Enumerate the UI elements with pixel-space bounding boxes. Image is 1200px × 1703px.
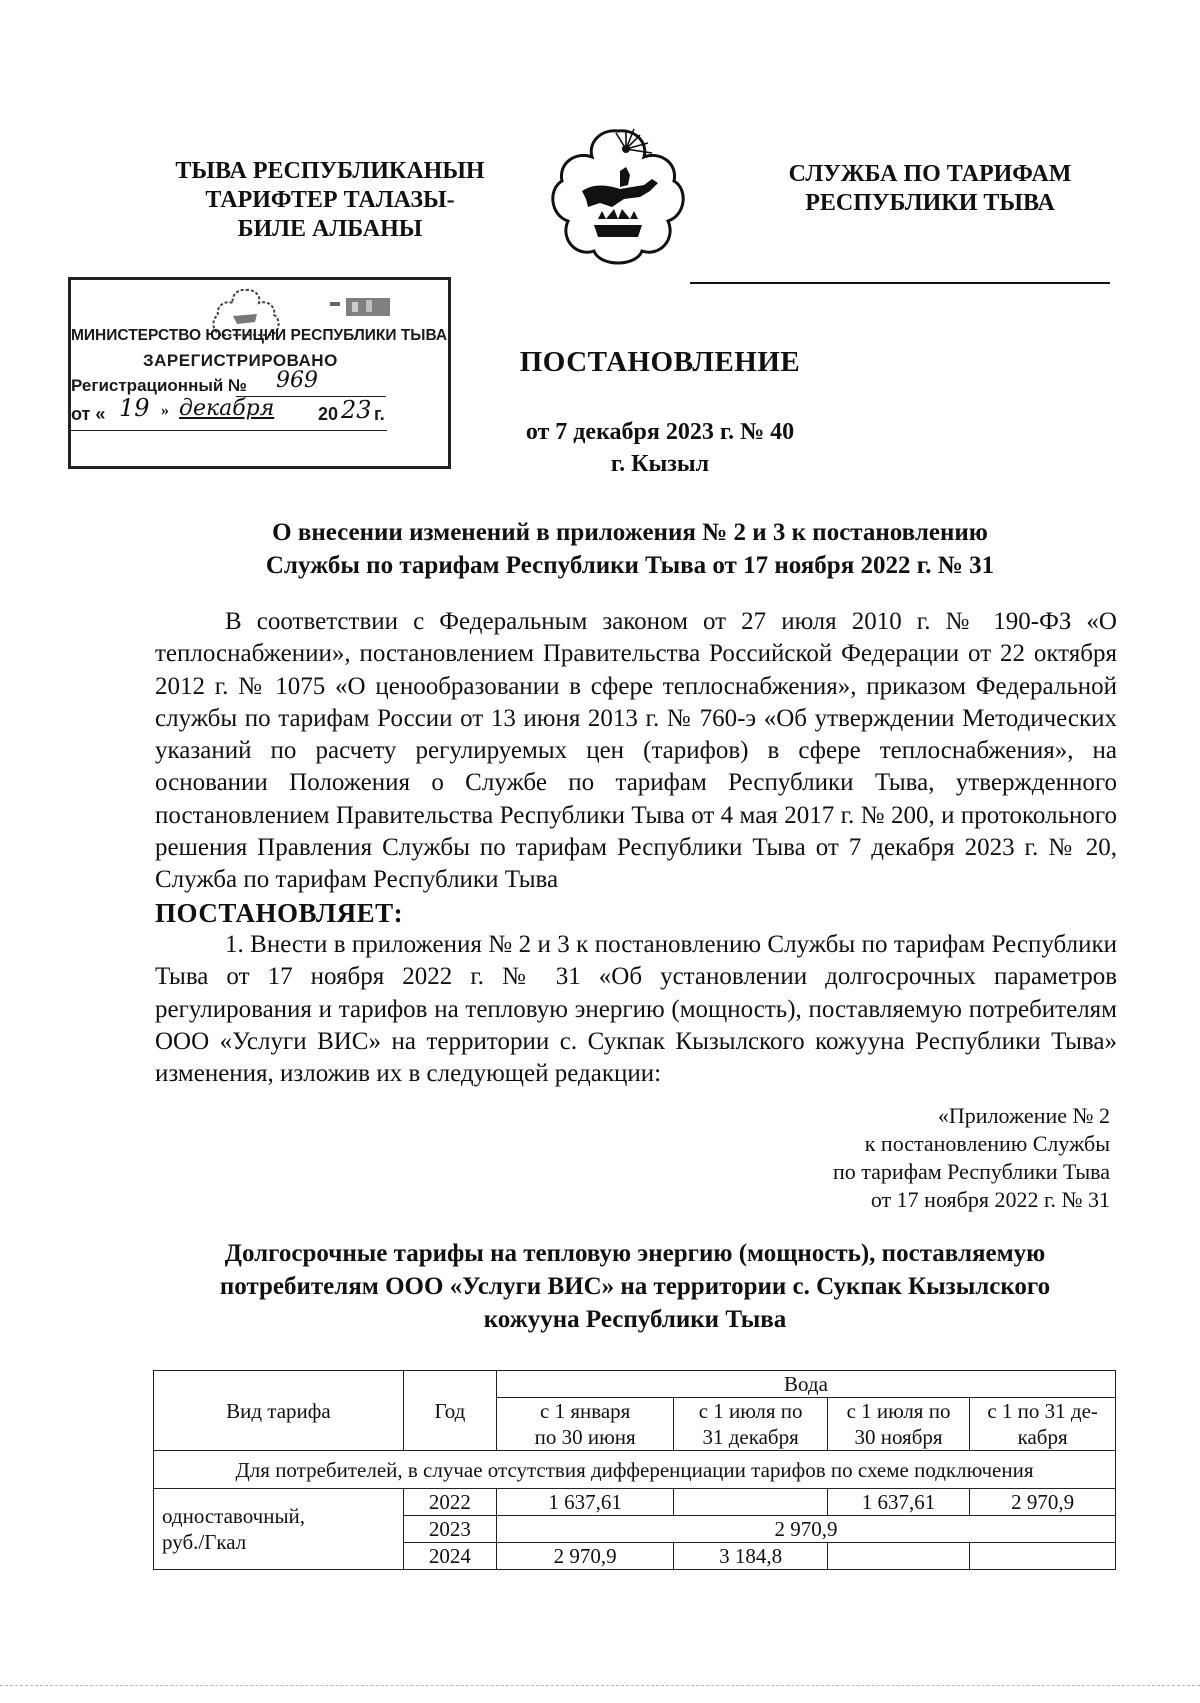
tariff-name-cell xyxy=(154,1489,404,1570)
document-type: ПОСТАНОВЛЕНИЕ xyxy=(519,346,801,378)
value-cell xyxy=(674,1489,827,1516)
period-3 xyxy=(827,1398,969,1451)
stamp-date-underline xyxy=(71,430,387,431)
value-cell: 3 184,8 xyxy=(674,1543,827,1570)
year-cell: 2024 xyxy=(403,1543,496,1570)
period-1-line-1: с 1 января xyxy=(540,1399,631,1423)
stamp-smudge-icon xyxy=(326,294,396,322)
appendix-line-2: к постановлению Службы xyxy=(864,1131,1110,1156)
table-title xyxy=(150,1237,1120,1336)
period-1 xyxy=(496,1398,673,1451)
stamp-day: 19 xyxy=(119,394,150,422)
col-header-year: Год xyxy=(403,1371,496,1451)
registration-stamp xyxy=(68,277,451,469)
table-title-line-2: потребителям ООО «Услуги ВИС» на территории с. Сукпак Кызылского xyxy=(219,1273,1051,1300)
table-title-line-1: Долгосрочные тарифы на тепловую энергию (мощность), поставляемую xyxy=(224,1240,1046,1267)
stamp-date-prefix: от « xyxy=(71,404,106,424)
stamp-reg-label: Регистрационный № xyxy=(71,376,247,395)
stamp-registered: ЗАРЕГИСТРИРОВАНО xyxy=(143,351,338,370)
period-3-line-1: с 1 июля по xyxy=(846,1399,951,1423)
tariff-name-line-1: одноставочный, xyxy=(162,1504,306,1528)
appendix-header xyxy=(710,1102,1110,1214)
stamp-year-end: г. xyxy=(374,404,385,424)
period-4 xyxy=(970,1398,1116,1451)
col-header-water: Вода xyxy=(496,1371,1115,1398)
appendix-line-3: по тарифам Республики Тыва xyxy=(833,1159,1110,1184)
tariff-table xyxy=(153,1370,1116,1570)
year-cell: 2023 xyxy=(403,1516,496,1543)
period-2-line-1: с 1 июля по xyxy=(698,1399,803,1423)
header-left-line-2: ТАРИФТЕР ТАЛАЗЫ- xyxy=(205,187,455,213)
value-cell: 2 970,9 xyxy=(970,1489,1116,1516)
header-left-line-3: БИЛЕ АЛБАНЫ xyxy=(237,216,423,242)
period-1-line-2: по 30 июня xyxy=(534,1425,636,1449)
stamp-quote-close: » xyxy=(161,402,169,419)
tariff-name-line-2: руб./Гкал xyxy=(162,1530,247,1554)
decree-word: ПОСТАНОВЛЯЕТ: xyxy=(155,897,404,928)
col-header-tariff: Вид тарифа xyxy=(154,1371,404,1451)
table-title-line-3: кожууна Республики Тыва xyxy=(483,1306,787,1333)
stamp-month: декабря xyxy=(179,396,275,421)
value-cell xyxy=(827,1543,969,1570)
table-row xyxy=(154,1489,1116,1516)
appendix-line-4: от 17 ноября 2022 г. № 31 xyxy=(870,1187,1110,1212)
period-2-line-2: 31 декабря xyxy=(702,1425,799,1449)
document-subject xyxy=(110,516,1150,582)
header-left-line-1: ТЫВА РЕСПУБЛИКАНЫН xyxy=(175,158,485,184)
period-3-line-2: 30 ноября xyxy=(854,1425,943,1449)
header-right-line-2: РЕСПУБЛИКИ ТЫВА xyxy=(805,190,1055,216)
emblem-icon xyxy=(548,123,688,273)
value-cell: 1 637,61 xyxy=(496,1489,673,1516)
section-label: Для потребителей, в случае отсутствия дифференциации тарифов по схеме подключения xyxy=(154,1451,1116,1489)
value-cell xyxy=(970,1543,1116,1570)
document-date: от 7 декабря 2023 г. № 40 xyxy=(525,419,795,445)
subject-line-2: Службы по тарифам Республики Тыва от 17 ноября 2022 г. № 31 xyxy=(265,552,995,579)
header-right-org xyxy=(770,160,1090,218)
page-bottom-line xyxy=(0,1685,1200,1686)
document-city: г. Кызыл xyxy=(610,451,710,477)
value-cell: 2 970,9 xyxy=(496,1543,673,1570)
preamble-paragraph: В соответствии с Федеральным законом от 27 июля 2010 г. № 190-ФЗ «О теплоснабжении», постановлением Правительства Российской Федерации от 22 октября 2012 г. № 1075 «О ценообразовании в сфере теплоснабжения», приказом Федеральной службы по тарифам России от 13 июня 2013 г. № 760-э «Об утверждении Методических указаний по расчету регулируемых цен (тарифов) в сфере теплоснабжения», на основании Положения о Службе по тарифам Республики Тыва, утвержденного постановлением Правительства Республики Тыва от 4 мая 2017 г. № 200, и протокольного решения Правления Службы по тарифам Республики Тыва от 7 декабря 2023 г. № 20, Служба по тарифам Республики Тыва xyxy=(155,608,1117,894)
header-divider xyxy=(690,282,1110,284)
stamp-year-suffix: 23 xyxy=(341,396,372,424)
value-cell: 1 637,61 xyxy=(827,1489,969,1516)
period-4-line-2: кабря xyxy=(1017,1425,1068,1449)
header-right-line-1: СЛУЖБА ПО ТАРИФАМ xyxy=(788,161,1072,187)
item-1-paragraph: 1. Внести в приложения № 2 и 3 к постановлению Службы по тарифам Республики Тыва от 17 ноября 2022 г. № 31 «Об установлении долгосрочных параметров регулирования и тарифов на тепловую энергию (мощность), поставляемую потребителям ООО «Услуги ВИС» на территории с. Сукпак Кызылского кожууна Республики Тыва» изменения, изложив их в следующей редакции: xyxy=(155,930,1117,1088)
subject-line-1: О внесении изменений в приложения № 2 и 3 к постановлению xyxy=(272,519,988,546)
table-section-row xyxy=(154,1451,1116,1489)
year-cell: 2022 xyxy=(403,1489,496,1516)
stamp-reg-number: 969 xyxy=(276,368,318,393)
document-body xyxy=(155,606,1117,1090)
period-2 xyxy=(674,1398,827,1451)
header-left-org xyxy=(150,157,510,244)
stamp-ministry: МИНИСТЕРСТВО ЮСТИЦИИ РЕСПУБЛИКИ ТЫВА xyxy=(71,327,448,344)
value-cell-merged: 2 970,9 xyxy=(496,1516,1115,1543)
document-date-block xyxy=(470,416,850,480)
period-4-line-1: с 1 по 31 де- xyxy=(987,1399,1098,1423)
stamp-year-prefix: 20 xyxy=(318,404,339,424)
table-header-row xyxy=(154,1371,1116,1398)
appendix-line-1: «Приложение № 2 xyxy=(937,1103,1110,1128)
